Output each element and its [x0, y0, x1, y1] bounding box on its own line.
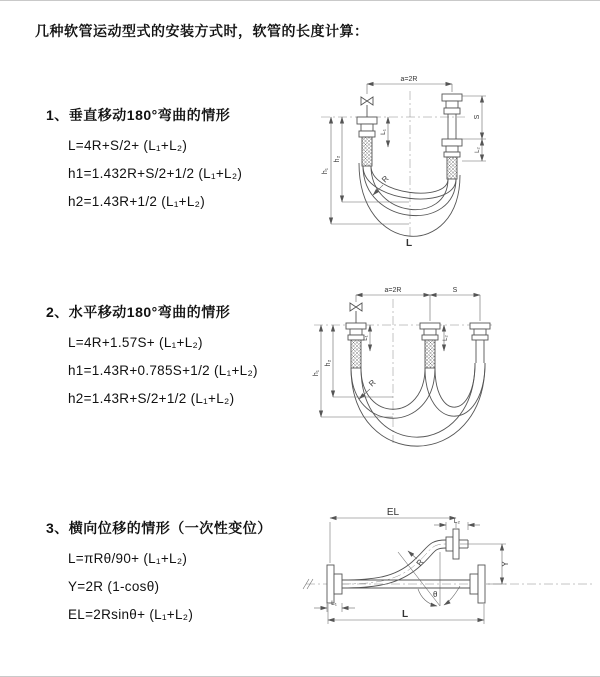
hose-u-bend-curves — [351, 363, 485, 446]
right-flange — [470, 565, 485, 603]
radius-label: R — [380, 174, 391, 185]
length-label: L — [405, 238, 413, 249]
formula-h2: h2=1.43R+S/2+1/2 (L₁+L₂) — [68, 391, 235, 406]
dim-h1-label: h₁ — [313, 369, 320, 377]
dim-l1-label: L₁ — [363, 335, 369, 341]
left-flange — [327, 565, 342, 603]
formula-L: L=πRθ/90+ (L₁+L₂) — [68, 551, 188, 566]
moving-end-fitting-initial — [420, 323, 440, 368]
formula-Y: Y=2R (1-cosθ) — [68, 579, 160, 594]
dim-el-label: EL — [386, 507, 400, 518]
section-1-heading: 1、垂直移动180°弯曲的情形 — [46, 107, 231, 123]
dim-l1-label: L₁ — [331, 600, 337, 607]
moving-end-fitting — [442, 94, 462, 179]
valve-icon — [350, 303, 362, 323]
dim-l2-label: L₂ — [453, 518, 461, 525]
section-1-formulas — [46, 132, 242, 216]
formula-L: L=4R+S/2+ (L₁+L₂) — [68, 138, 188, 153]
section-2-heading: 2、水平移动180°弯曲的情形 — [46, 304, 231, 320]
diagram-3-svg — [300, 504, 600, 652]
dim-l-label: L — [401, 609, 409, 620]
braided-hose-section — [425, 340, 435, 368]
dim-y-label: Y — [501, 561, 510, 567]
diagram-horizontal-180-bend — [308, 283, 600, 459]
formula-EL: EL=2Rsinθ+ (L₁+L₂) — [68, 607, 194, 622]
section-1 — [46, 105, 242, 216]
radius-label: R — [367, 378, 378, 389]
page-title: 几种软管运动型式的安装方式时，软管的长度计算： — [35, 23, 369, 39]
angle-theta-label: θ — [433, 590, 438, 599]
dim-l1-label: L₁ — [380, 129, 387, 135]
section-2 — [46, 302, 258, 413]
radius-arrow — [408, 551, 417, 559]
angle-construction — [398, 552, 460, 606]
diagram-lateral-displacement — [300, 504, 600, 652]
formula-h1: h1=1.43R+0.785S+1/2 (L₁+L₂) — [68, 363, 258, 378]
dim-a2r-label: a=2R — [384, 287, 402, 294]
section-3 — [46, 518, 272, 629]
dim-l2-label: L₂ — [443, 335, 449, 341]
diagram-1-svg — [313, 71, 593, 259]
diagram-vertical-180-bend — [313, 71, 593, 259]
moving-end-fitting-shifted — [470, 323, 490, 363]
section-2-formulas — [46, 329, 258, 413]
braided-hose-section — [351, 340, 361, 368]
braided-hose-section — [447, 157, 457, 179]
dim-a2r-label: a=2R — [400, 76, 418, 83]
fixed-end-fitting — [346, 323, 366, 368]
dim-h2-label: h₂ — [325, 359, 332, 367]
hose-s-curve — [342, 540, 446, 588]
dim-s-label: S — [474, 114, 481, 120]
formula-L: L=4R+1.57S+ (L₁+L₂) — [68, 335, 203, 350]
diagram-2-svg — [308, 283, 600, 459]
section-3-heading: 3、横向位移的情形（一次性变位） — [46, 520, 272, 536]
fixed-end-fitting — [357, 117, 377, 166]
formula-h2: h2=1.43R+1/2 (L₁+L₂) — [68, 194, 206, 209]
radius-arrow — [359, 389, 370, 399]
radius-label: R — [414, 557, 426, 568]
dim-l2-label: L₂ — [475, 147, 481, 153]
dim-s-label: S — [452, 287, 458, 294]
formula-h1: h1=1.432R+S/2+1/2 (L₁+L₂) — [68, 166, 243, 181]
dim-h1-label: h₁ — [322, 167, 329, 175]
dim-h2-label: h₂ — [334, 155, 341, 163]
braided-hose-section — [362, 137, 372, 166]
valve-icon — [361, 97, 373, 117]
section-3-formulas — [46, 545, 272, 629]
hose-u-bend-curves — [359, 163, 460, 236]
